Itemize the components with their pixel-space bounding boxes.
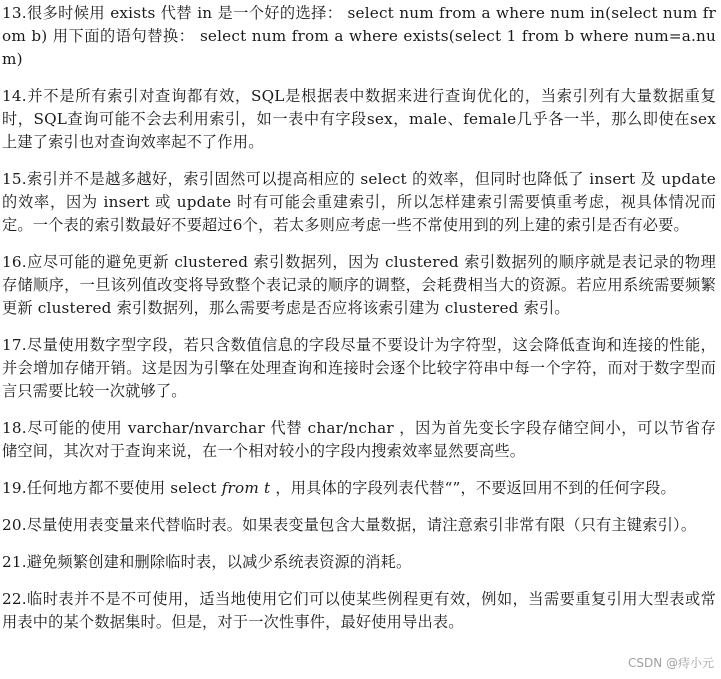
tip-21-paragraph: 21.避免频繁创建和删除临时表，以减少系统表资源的消耗。 xyxy=(2,553,412,571)
tip-15-paragraph: 15.索引并不是越多越好，索引固然可以提高相应的 select 的效率，但同时也降低了 insert 及 update 的效率，因为 insert 或 update 时有可能会重建索引，所以怎样建索引需要慎重考虑，视具体情况而定。一个表的索引数最好不要超过6个，若太多则应考虑一些不常使用到的列上建的索引是否有必要。 xyxy=(2,170,716,234)
csdn-watermark: CSDN @痔小元 xyxy=(627,656,714,670)
tip-16-paragraph: 16.应尽可能的避免更新 clustered 索引数据列，因为 clustered 索引数据列的顺序就是表记录的物理存储顺序，一旦该列值改变将导致整个表记录的顺序的调整，会耗费相当大的资源。若应用系统需要频繁更新 clustered 索引数据列，那么需要考虑是否应将该索引建为 clustered 索引。 xyxy=(2,253,716,317)
tip-22-paragraph: 22.临时表并不是不可使用，适当地使用它们可以使某些例程更有效，例如，当需要重复引用大型表或常用表中的某个数据集时。但是，对于一次性事件，最好使用导出表。 xyxy=(2,590,716,631)
article-body xyxy=(2,0,716,679)
tip-14-paragraph: 14.并不是所有索引对查询都有效，SQL是根据表中数据来进行查询优化的，当索引列有大量数据重复时，SQL查询可能不会去利用索引，如一表中有字段sex，male、female几乎各一半，那么即使在sex上建了索引也对查询效率起不了作用。 xyxy=(2,87,716,151)
tip-19-italic-code: from t xyxy=(221,479,271,497)
tip-20-paragraph: 20.尽量使用表变量来代替临时表。如果表变量包含大量数据，请注意索引非常有限（只有主键索引）。 xyxy=(2,516,697,534)
tip-13-paragraph: 13.很多时候用 exists 代替 in 是一个好的选择： select num from a where num in(select num from b) 用下面的语句替换： select num from a where exists(select 1 from b where num=a.num) xyxy=(2,4,716,68)
tip-19-text-start: 19.任何地方都不要使用 select xyxy=(2,479,222,497)
tip-19-paragraph xyxy=(2,477,716,500)
tip-17-paragraph: 17.尽量使用数字型字段，若只含数值信息的字段尽量不要设计为字符型，这会降低查询和连接的性能，并会增加存储开销。这是因为引擎在处理查询和连接时会逐个比较字符串中每一个字符，而对于数字型而言只需要比较一次就够了。 xyxy=(2,336,716,400)
tip-19-text-end: ，用具体的字段列表代替“”，不要返回用不到的任何字段。 xyxy=(270,479,676,497)
tip-18-paragraph: 18.尽可能的使用 varchar/nvarchar 代替 char/nchar ，因为首先变长字段存储空间小，可以节省存储空间，其次对于查询来说，在一个相对较小的字段内搜索效率显然要高些。 xyxy=(2,419,716,460)
